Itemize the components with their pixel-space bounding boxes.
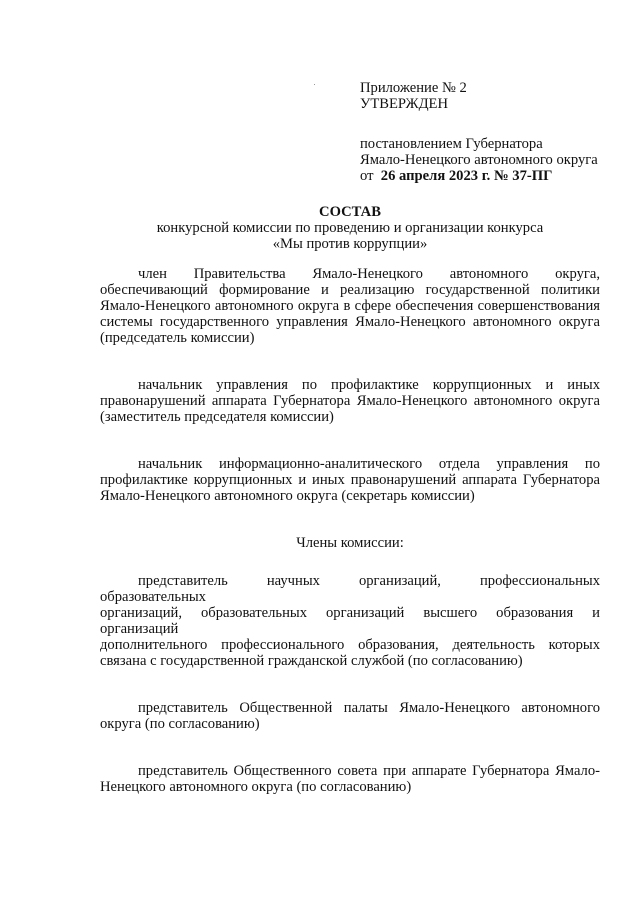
title-line-2: «Мы против коррупции» xyxy=(272,236,428,252)
date-prefix: от xyxy=(360,168,374,184)
paragraph-member-public-council xyxy=(100,763,600,795)
text-line: Ненецкого автономного округа (по согласованию) xyxy=(100,779,412,795)
scan-speck xyxy=(314,84,315,85)
paragraph-deputy-chairman xyxy=(100,377,600,425)
text-line: дополнительного профессионального образования, деятельность которых xyxy=(100,637,600,653)
text-line: представитель Общественного совета при аппарате Губернатора Ямало- xyxy=(138,763,600,779)
text-line: представитель Общественной палаты Ямало-Ненецкого автономного xyxy=(138,700,600,716)
text-line: Ямало-Ненецкого автономного округа в сфере обеспечения совершенствования xyxy=(100,298,600,314)
text-line: начальник управления по профилактике коррупционных и иных xyxy=(138,377,600,393)
text-line: округа (по согласованию) xyxy=(100,716,260,732)
document-body xyxy=(100,266,600,826)
text-line: (председатель комиссии) xyxy=(100,330,255,346)
text-line: (заместитель председателя комиссии) xyxy=(100,409,334,425)
text-line: организаций, образовательных организаций высшего образования и организаций xyxy=(100,605,600,637)
approval-header xyxy=(360,80,598,184)
text-line: член Правительства Ямало-Ненецкого автономного округа, xyxy=(138,266,600,282)
text-line: Ямало-Ненецкого автономного округа (секретарь комиссии) xyxy=(100,488,475,504)
text-line: правонарушений аппарата Губернатора Ямало-Ненецкого автономного округа xyxy=(100,393,600,409)
paragraph-member-scientific xyxy=(100,573,600,669)
paragraph-member-public-chamber xyxy=(100,700,600,732)
decree-line-2: Ямало-Ненецкого автономного округа xyxy=(360,152,598,168)
appendix-label: Приложение № 2 xyxy=(360,80,467,96)
title-main: СОСТАВ xyxy=(319,204,381,220)
decree-date: 26 апреля 2023 г. № 37-ПГ xyxy=(380,168,553,184)
decree-date-line xyxy=(360,168,598,184)
paragraph-secretary xyxy=(100,456,600,504)
text-line: системы государственного управления Ямало-Ненецкого автономного округа xyxy=(100,314,600,330)
text-line: обеспечивающий формирование и реализацию государственной политики xyxy=(100,282,600,298)
text-line: начальник информационно-аналитического отдела управления по xyxy=(138,456,600,472)
text-line: профилактике коррупционных и иных правонарушений аппарата Губернатора xyxy=(100,472,600,488)
title-line-1: конкурсной комиссии по проведению и организации конкурса xyxy=(156,220,544,236)
document-title xyxy=(100,204,600,252)
paragraph-chairman xyxy=(100,266,600,346)
text-line: представитель научных организаций, профессиональных образовательных xyxy=(100,573,600,605)
text-line: связана с государственной гражданской службой (по согласованию) xyxy=(100,653,523,669)
members-heading: Члены комиссии: xyxy=(296,535,404,551)
approved-label: УТВЕРЖДЕН xyxy=(360,96,448,112)
decree-line-1: постановлением Губернатора xyxy=(360,136,543,152)
